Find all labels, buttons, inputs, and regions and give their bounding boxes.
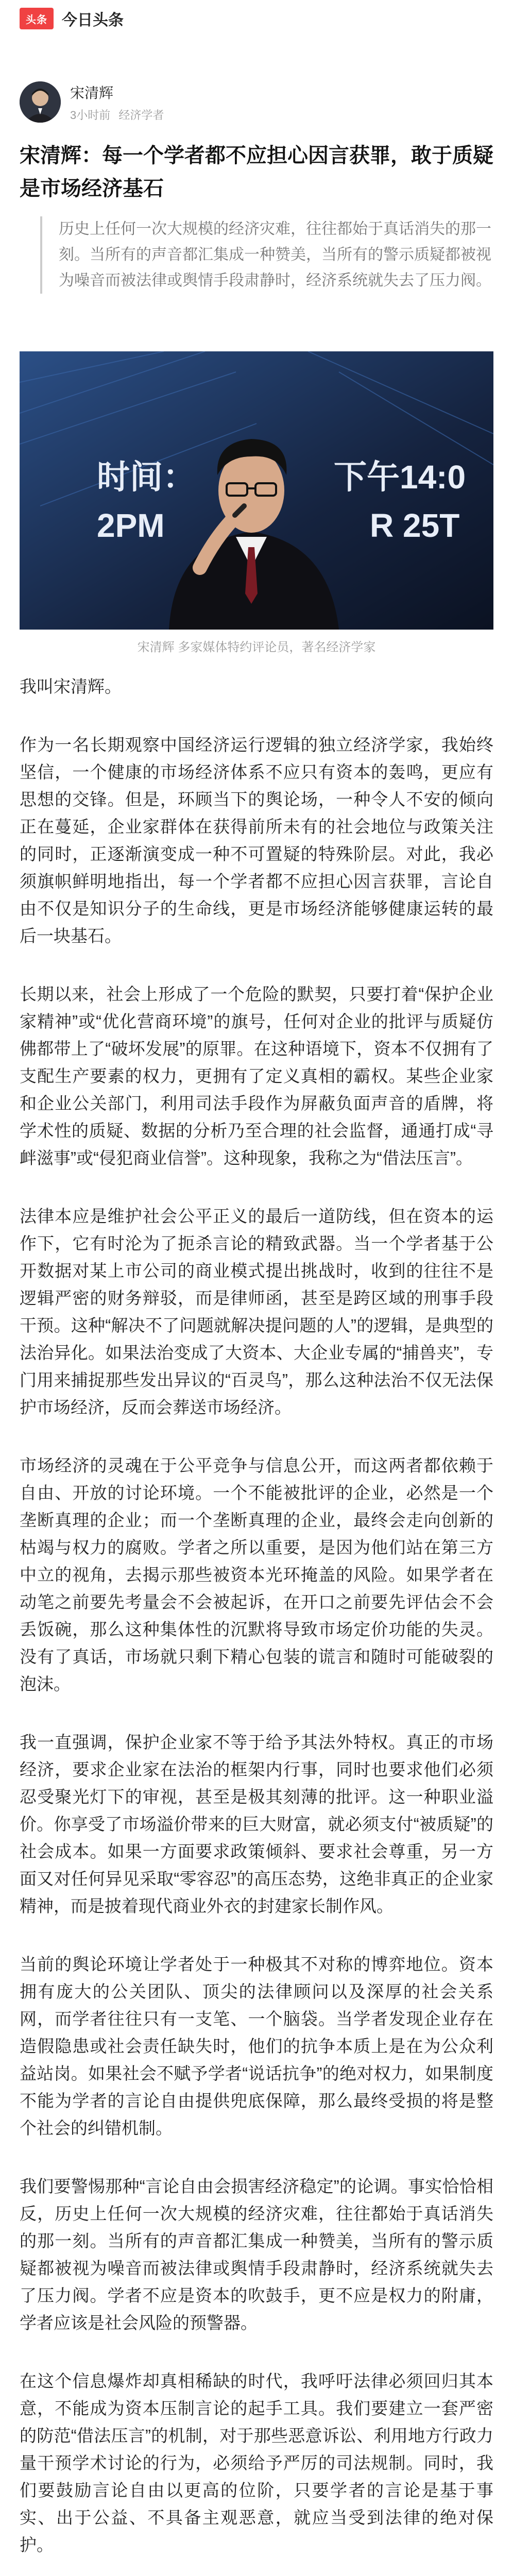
toutiao-logo: 头条	[20, 8, 54, 29]
paragraph: 在这个信息爆炸却真相稀缺的时代，我呼吁法律必须回归其本意，不能成为资本压制言论的起手工具。我们要建立一套严密的防范“借法压言”的机制，对于那些恶意诉讼、利用地方行政力量干预学术讨论的行为，必须给予严厉的司法规制。同时，我们要鼓励言论自由以更高的位阶，只要学者的言论是基于事实、出于公益、不具备主观恶意，就应当受到法律的绝对保护。	[20, 2371, 493, 2554]
svg-text:R 25T: R 25T	[370, 507, 460, 544]
author-avatar[interactable]	[20, 81, 61, 123]
paragraph: 我一直强调，保护企业家不等于给予其法外特权。真正的市场经济，要求企业家在法治的框架内行事，同时也要求他们必须忍受聚光灯下的审视，甚至是极其刻薄的批评。这一种职业溢价。你享受了市场溢价带来的巨大财富，就必须支付“被质疑”的社会成本。如果一方面要求政策倾斜、要求社会尊重，另一方面又对任何异见采取“零容忍”的高压态势，这绝非真正的企业家精神，而是披着现代商业外衣的封建家长制作风。	[20, 1733, 493, 1916]
post-time: 3小时前	[70, 108, 111, 122]
article-body	[20, 673, 493, 2576]
article-photo[interactable]	[20, 351, 493, 630]
author-row[interactable]	[20, 77, 493, 127]
author-meta	[70, 107, 169, 123]
lead-quote: 历史上任何一次大规模的经济灾难，往往都始于真话消失的那一刻。当所有的声音都汇集成一种赞美，当所有的警示质疑都被视为噪音而被法律或舆情手段肃静时，经济系统就失去了压力阀。	[40, 216, 491, 294]
paragraph: 作为一名长期观察中国经济运行逻辑的独立经济学家，我始终坚信，一个健康的市场经济体系不应只有资本的轰鸣，更应有思想的交锋。但是，环顾当下的舆论场，一种令人不安的倾向正在蔓延，企业家群体在获得前所未有的社会地位与政策关注的同时，正逐渐演变成一种不可置疑的特殊阶层。对此，我必须旗帜鲜明地指出，每一个学者都不应担心因言获罪，言论自由不仅是知识分子的生命线，更是市场经济能够健康运转的最后一块基石。	[20, 735, 493, 945]
paragraph: 市场经济的灵魂在于公平竞争与信息公开，而这两者都依赖于自由、开放的讨论环境。一个不能被批评的企业，必然是一个垄断真理的企业；而一个垄断真理的企业，最终会走向创新的枯竭与权力的腐败。学者之所以重要，是因为他们站在第三方中立的视角，去揭示那些被资本光环掩盖的风险。如果学者在动笔之前要先考量会不会被起诉，在开口之前要先评估会不会丢饭碗，那么这种集体性的沉默将导致市场定价功能的失灵。没有了真话，市场就只剩下精心包装的谎言和随时可能破裂的泡沫。	[20, 1456, 493, 1693]
top-bar	[0, 0, 513, 37]
svg-text:2PM: 2PM	[97, 507, 165, 544]
svg-text:下午14:0: 下午14:0	[334, 459, 466, 496]
svg-text:时间：: 时间：	[97, 459, 196, 496]
paragraph: 长期以来，社会上形成了一个危险的默契，只要打着“保护企业家精神”或“优化营商环境”的旗号，任何对企业的批评与质疑仿佛都带上了“破坏发展”的原罪。在这种语境下，资本不仅拥有了支配生产要素的权力，更拥有了定义真相的霸权。某些企业家和企业公关部门，利用司法手段作为屏蔽负面声音的盾牌，将学术性的质疑、数据的分析乃至合理的社会监督，通通打成“寻衅滋事”或“侵犯商业信誉”。这种现象，我称之为“借法压言”。	[20, 985, 493, 1167]
paragraph: 法律本应是维护社会公平正义的最后一道防线，但在资本的运作下，它有时沦为了扼杀言论的精致武器。当一个学者基于公开数据对某上市公司的商业模式提出挑战时，收到的往往不是逻辑严密的财务辩驳，而是律师函，甚至是跨区域的刑事手段干预。这种“解决不了问题就解决提问题的人”的逻辑，是典型的法治异化。如果法治变成了大资本、大企业专属的“捕兽夹”，专门用来捕捉那些发出异议的“百灵鸟”，那么这种法治不仅无法保护市场经济，反而会葬送市场经济。	[20, 1207, 493, 1417]
author-tag: 经济学者	[118, 108, 164, 122]
paragraph: 我叫宋清辉。	[20, 677, 122, 696]
speaker-photo	[20, 351, 493, 630]
paragraph: 我们要警惕那种“言论自由会损害经济稳定”的论调。事实恰恰相反，历史上任何一次大规模的经济灾难，往往都始于真话消失的那一刻。当所有的声音都汇集成一种赞美，当所有的警示质疑都被视为噪音而被法律或舆情手段肃静时，经济系统就失去了压力阀。学者不应是资本的吹鼓手，更不应是权力的附庸，学者应该是社会风险的预警器。	[20, 2177, 493, 2332]
photo-caption: 宋清辉 多家媒体特约评论员，著名经济学家	[137, 640, 376, 654]
paragraph: 当前的舆论环境让学者处于一种极其不对称的博弈地位。资本拥有庞大的公关团队、顶尖的法律顾问以及深厚的社会关系网，而学者往往只有一支笔、一个脑袋。当学者发现企业存在造假隐患或社会责任缺失时，他们的抗争本质上是在为公众利益站岗。如果社会不赋予学者“说话抗争”的绝对权力，如果制度不能为学者的言论自由提供兜底保障，那么最终受损的将是整个社会的纠错机制。	[20, 1955, 493, 2138]
app-title: 今日头条	[62, 12, 124, 29]
author-name[interactable]: 宋清辉	[70, 84, 114, 101]
article-title: 宋清辉：每一个学者都不应担心因言获罪，敢于质疑是市场经济基石	[20, 144, 493, 200]
